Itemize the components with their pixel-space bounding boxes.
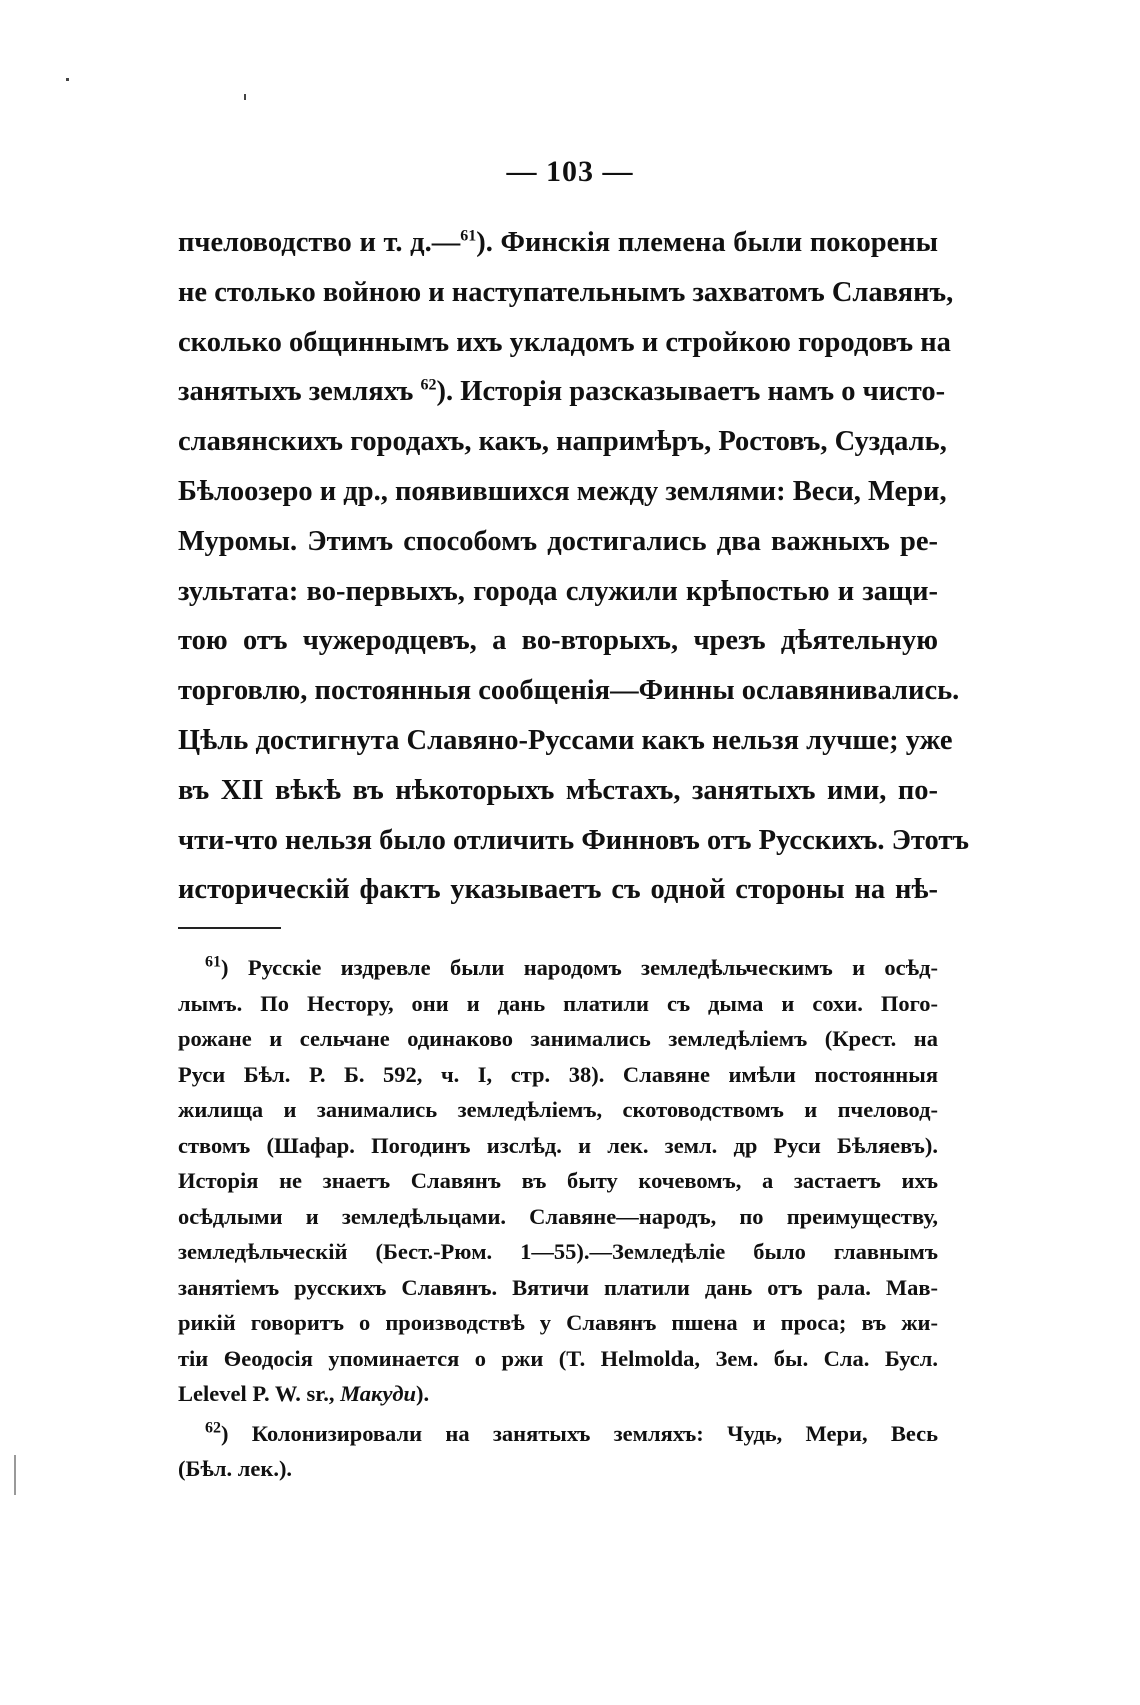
- footnote-61-line: ствомъ (Шафар. Погодинъ изслѣд. и лек. земл. др Руси Бѣляевъ).: [178, 1132, 938, 1158]
- footnote-61-line: осѣдлыми и земледѣльцами. Славяне—народъ, по преимуществу,: [178, 1203, 938, 1229]
- text-line: торговлю, постоянныя сообщенія—Финны ославянивались.: [178, 675, 960, 707]
- text-line: Муромы. Этимъ способомъ достигались два важныхъ ре-: [178, 525, 938, 557]
- footnote-61-line: рожане и сельчане одинаково занимались земледѣліемъ (Крест. на: [178, 1026, 938, 1051]
- text-line: зультата: во-первыхъ, города служили крѣпостью и защи-: [178, 575, 938, 607]
- footnote-61-line: жилища и занимались земледѣліемъ, скотоводствомъ и пчеловод-: [178, 1097, 938, 1122]
- footnote-61-line: рикій говоритъ о производствѣ у Славянъ пшена и проса; въ жи-: [178, 1310, 938, 1335]
- footnote-61-line: занятіемъ русскихъ Славянъ. Вятичи платили дань отъ рала. Мав-: [178, 1274, 938, 1300]
- text-line: въ XII вѣкѣ въ нѣкоторыхъ мѣстахъ, занятыхъ ими, по-: [178, 774, 938, 806]
- text-line: не столько войною и наступательнымъ захватомъ Славянъ,: [178, 276, 954, 308]
- scan-speck: [66, 78, 69, 81]
- footnote-61-line: Lelevel P. W. sr., Макуди).: [178, 1381, 430, 1406]
- scan-speck: [14, 1455, 16, 1495]
- text-line: историческій фактъ указываетъ съ одной стороны на нѣ-: [178, 874, 938, 906]
- footnote-61-line: лымъ. По Нестору, они и дань платили съ дыма и сохи. Пого-: [178, 990, 938, 1016]
- footnote-ref: 62: [420, 376, 437, 394]
- footnote-61-line: земледѣльческій (Бест.-Рюм. 1—55).—Земледѣліе было главнымъ: [178, 1239, 938, 1264]
- footnote-ref: 61: [460, 227, 477, 245]
- footnote-62-line: $^{62}$) Колонизировали на занятыхъ земляхъ: Чудь, Мери, Весь: [205, 1419, 938, 1446]
- scan-speck: [244, 94, 246, 100]
- text-line: славянскихъ городахъ, какъ, напримѣръ, Ростовъ, Суздаль,: [178, 426, 947, 458]
- text-line: Цѣль достигнута Славяно-Руссами какъ нельзя лучше; уже: [178, 724, 953, 756]
- footnotes: [178, 950, 938, 1487]
- footnote-61-line: тіи Ѳеодосія упоминается о ржи (T. Helmolda, Зем. бы. Сла. Бусл.: [178, 1345, 938, 1371]
- footnote-61-line: Исторія не знаетъ Славянъ въ быту кочевомъ, а застаетъ ихъ: [178, 1168, 938, 1193]
- footnote-marker: 61: [205, 953, 221, 971]
- main-text: [178, 218, 970, 915]
- text-line: пчеловодство и т. д.—$^{61}$). Финскія племена были покорены: [178, 227, 938, 258]
- page-number: — 103 —: [506, 155, 634, 188]
- footnote-marker: 62: [205, 1419, 221, 1436]
- text-line: Бѣлоозеро и др., появившихся между землями: Веси, Мери,: [178, 475, 947, 507]
- text-line: занятыхъ земляхъ $^{62}$). Исторія разсказываетъ намъ о чисто-: [178, 376, 946, 408]
- text-line: чти-что нельзя было отличить Финновъ отъ Русскихъ. Этотъ: [178, 824, 970, 856]
- footnote-separator: [178, 927, 281, 929]
- text-line: тою отъ чужеродцевъ, а во-вторыхъ, чрезъ дѣятельную: [178, 625, 938, 657]
- footnote-61-line: $^{61}$) Русскіе издревле были народомъ земледѣльческимъ и осѣд-: [205, 953, 938, 980]
- footnote-62-line: (Бѣл. лек.).: [178, 1456, 293, 1481]
- text-line: сколько общиннымъ ихъ укладомъ и стройкою городовъ на: [178, 326, 951, 358]
- footnote-61-line: Руси Бѣл. Р. Б. 592, ч. I, стр. 38). Славяне имѣли постоянныя: [178, 1061, 938, 1087]
